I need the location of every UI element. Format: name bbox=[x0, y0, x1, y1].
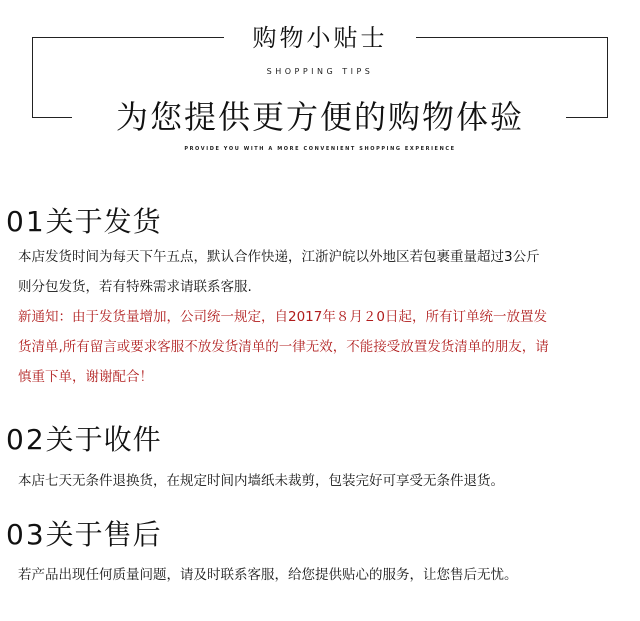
section-title: 关于发货 bbox=[45, 205, 162, 238]
section-number: 03 bbox=[6, 518, 46, 551]
text-line: 若产品出现任何质量问题，请及时联系客服，给您提供贴心的服务，让您售后无忧。 bbox=[18, 567, 518, 583]
section-heading-receiving bbox=[6, 418, 162, 458]
notice-line: 新通知：由于发货量增加，公司统一规定，自2017年８月２0日起，所有订单统一放置发 bbox=[18, 309, 547, 325]
text-line: 则分包发货，若有特殊需求请联系客服. bbox=[18, 279, 252, 295]
section-heading-shipping bbox=[6, 200, 162, 240]
after-sales-text bbox=[18, 560, 636, 590]
page-subtitle: SHOPPING TIPS bbox=[266, 67, 374, 76]
headline: 为您提供更方便的购物体验 bbox=[115, 98, 524, 136]
page-title: 购物小贴士 bbox=[252, 24, 388, 52]
text-line: 本店发货时间为每天下午五点，默认合作快递，江浙沪皖以外地区若包裹重量超过3公斤 bbox=[18, 249, 540, 265]
receiving-text bbox=[18, 466, 636, 496]
section-number: 01 bbox=[6, 205, 46, 238]
shipping-text bbox=[18, 242, 636, 302]
notice-line: 慎重下单，谢谢配合！ bbox=[18, 369, 153, 385]
shipping-notice bbox=[18, 302, 636, 392]
section-title: 关于收件 bbox=[45, 423, 162, 456]
section-number: 02 bbox=[6, 423, 46, 456]
notice-line: 货清单,所有留言或要求客服不放发货清单的一律无效，不能接受放置发货清单的朋友，请 bbox=[18, 339, 549, 355]
section-title: 关于售后 bbox=[45, 518, 162, 551]
section-heading-after-sales bbox=[6, 513, 162, 553]
text-line: 本店七天无条件退换货，在规定时间内墙纸未裁剪，包装完好可享受无条件退货。 bbox=[18, 473, 504, 489]
tagline: PROVIDE YOU WITH A MORE CONVENIENT SHOPPING EXPERIENCE bbox=[184, 146, 456, 152]
